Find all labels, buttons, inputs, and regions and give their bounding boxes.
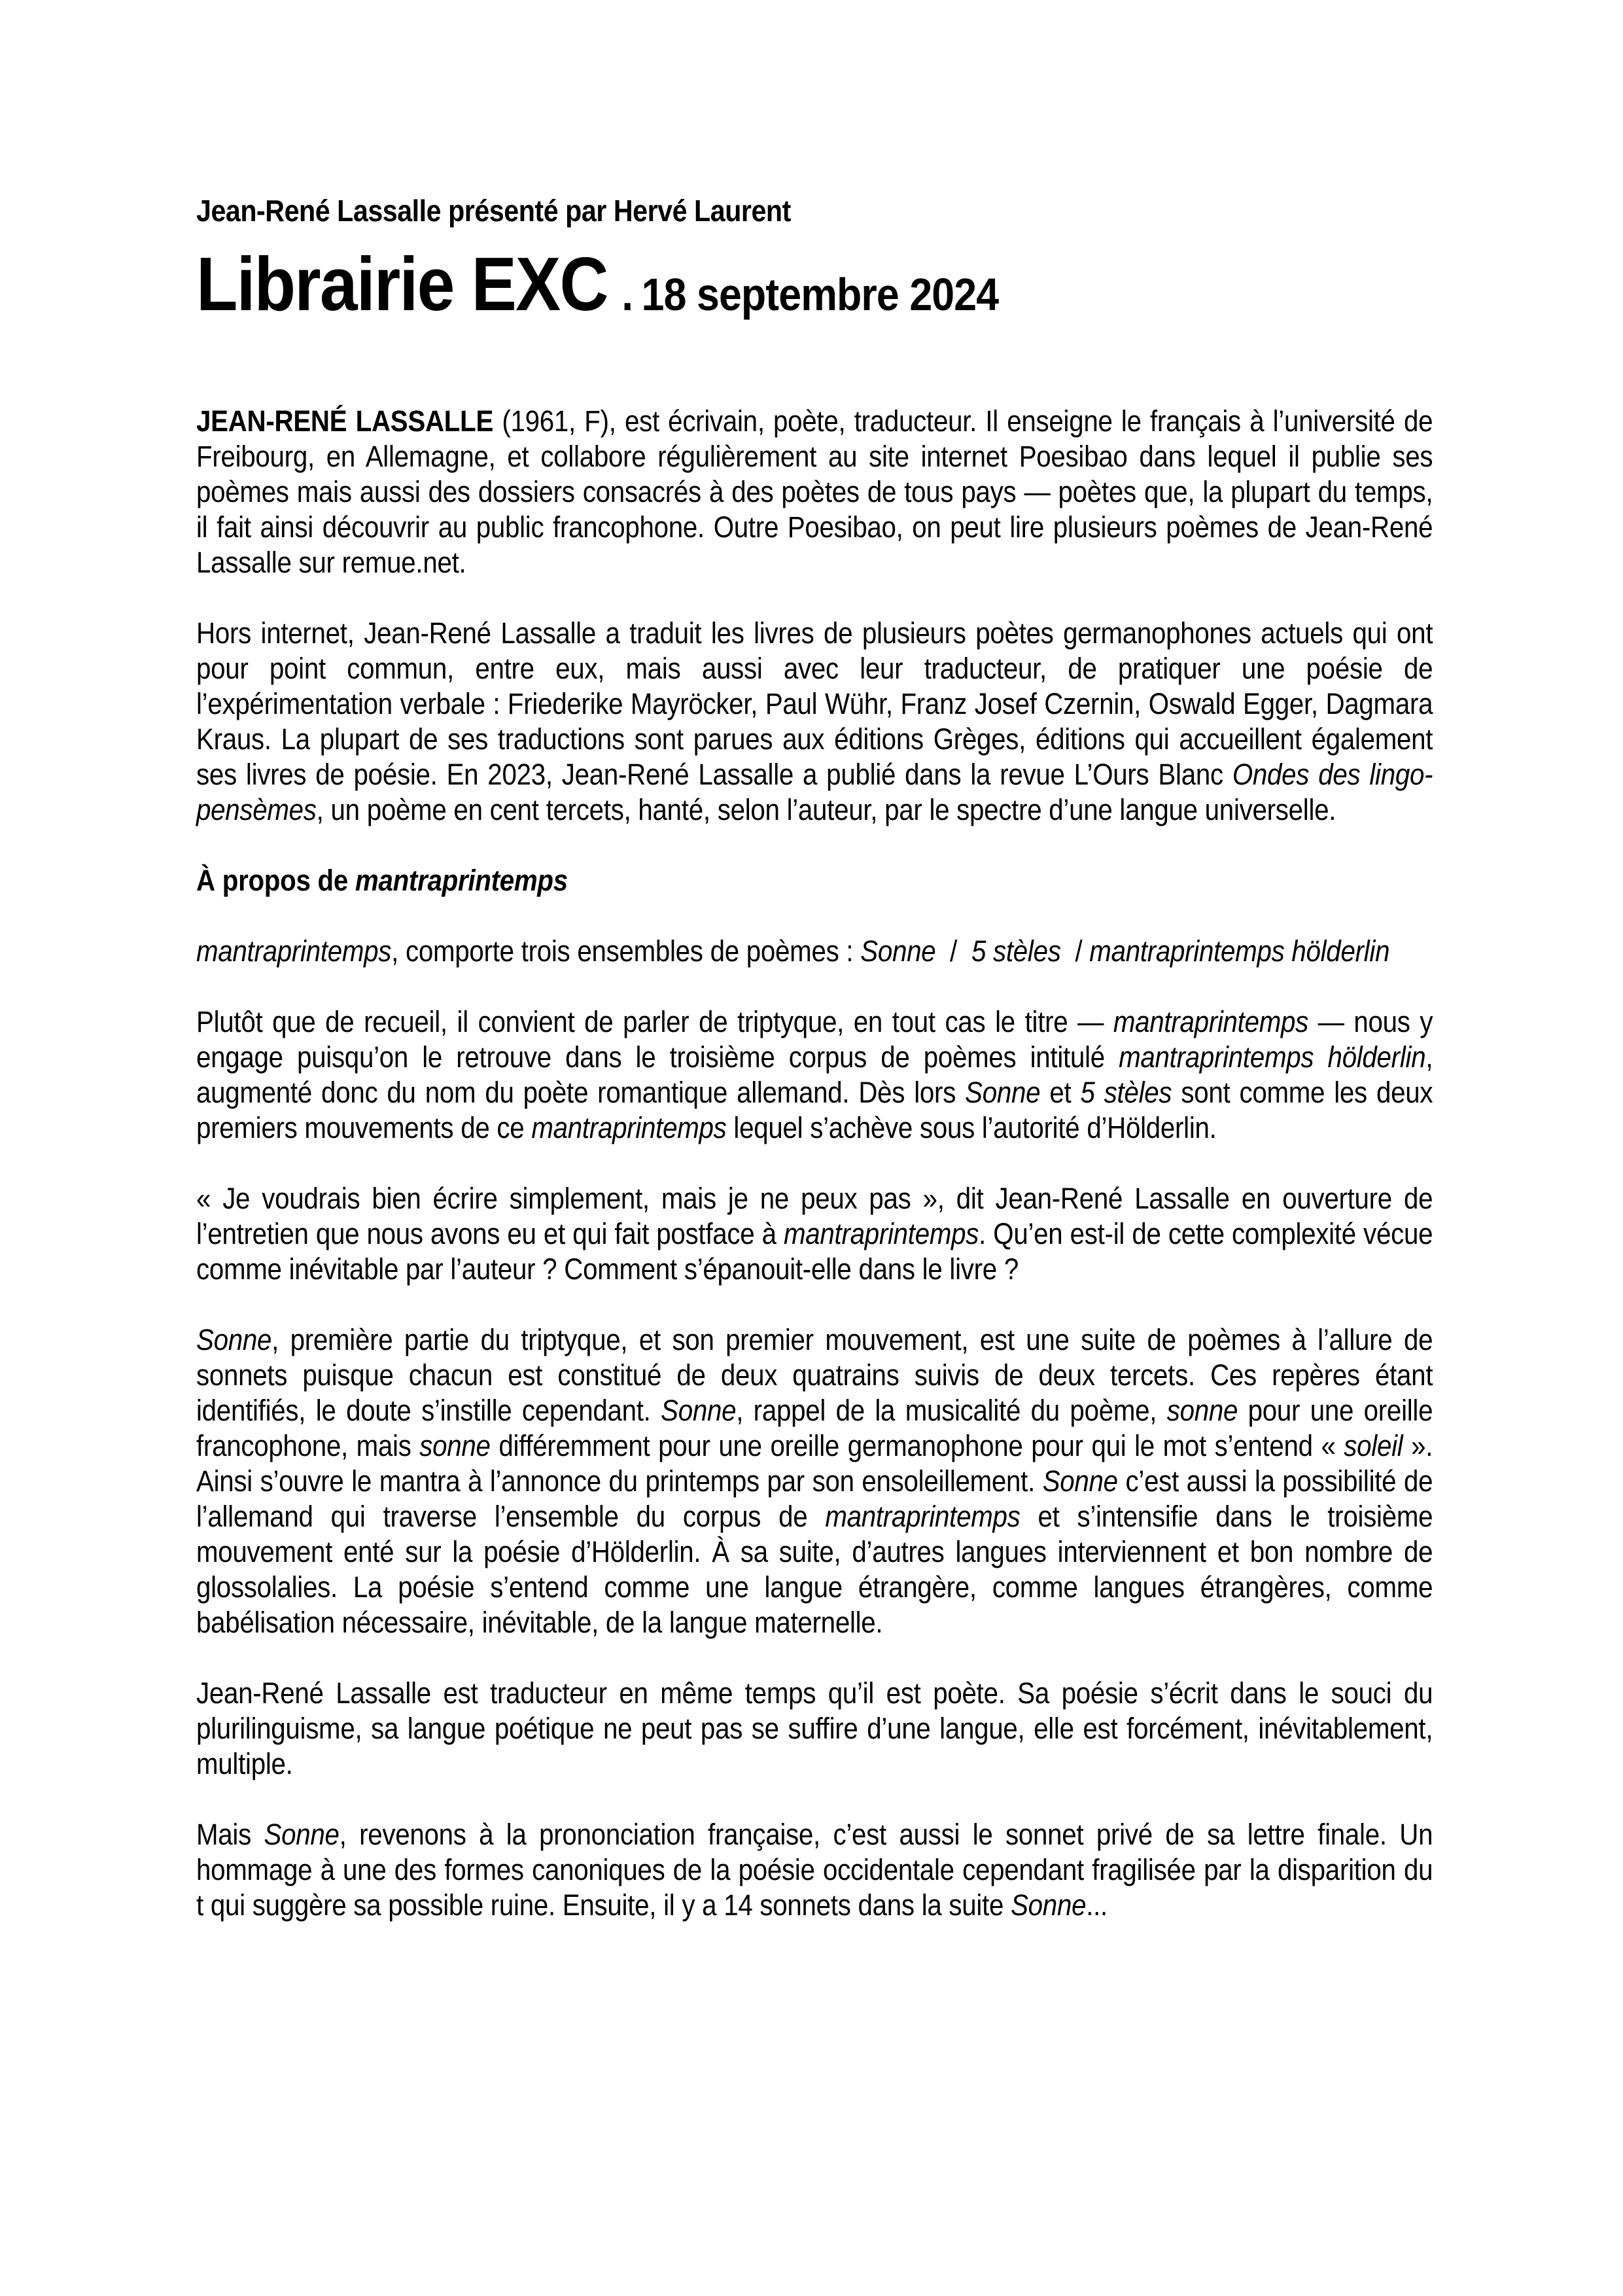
text-run: mantraprintemps xyxy=(355,864,568,897)
document-byline: Jean-René Lassalle présenté par Hervé Laurent xyxy=(196,194,791,228)
text-run: Sonne xyxy=(1042,1464,1118,1498)
text-run: / xyxy=(1060,934,1090,968)
text-run: Plutôt que de recueil, il convient de parler de triptyque, en tout cas le titre — xyxy=(196,1005,1113,1038)
text-run: « Je voudrais bien écrire simplement, mais je ne peux pas », dit Jean-René Lassalle en ouverture de l’entretien que nous avons eu et qui fait postface à xyxy=(196,1182,1433,1250)
text-run: Mais xyxy=(196,1818,264,1851)
paragraph xyxy=(196,404,1433,580)
text-run: sonne xyxy=(419,1429,491,1462)
text-run: Sonne xyxy=(196,1323,272,1356)
text-run: et s’intensifie dans le troisième mouvement enté sur la poésie d’Hölderlin. À sa suite, d’autres langues interviennent et bon nombre de glossolalies. La poésie s’entend comme une langue étrangère, comme langues étrangères, comme babélisation nécessaire, inévitable, de la langue maternelle. xyxy=(196,1500,1433,1639)
text-run: mantraprintemps xyxy=(1113,1005,1308,1038)
paragraph xyxy=(196,934,1433,969)
text-run: Sonne xyxy=(264,1818,340,1851)
paragraph xyxy=(196,1004,1433,1146)
paragraph xyxy=(196,1676,1433,1782)
article-body xyxy=(196,404,1433,1923)
text-run: . Qu’en est-il de cette complexité vécue comme inévitable par l’auteur ? Comment s’épanouit-elle dans le livre ? xyxy=(196,1217,1433,1286)
text-run: Ondes des lingo-pensèmes xyxy=(196,758,1433,826)
text-run: Sonne xyxy=(860,934,936,968)
title-date-separator: . xyxy=(621,268,634,321)
text-run: mantraprintemps xyxy=(196,934,392,968)
text-run: soleil xyxy=(1344,1429,1403,1462)
text-run: , augmenté donc du nom du poète romantique allemand. Dès lors xyxy=(196,1040,1433,1109)
text-run: sont comme les deux premiers mouvements de ce xyxy=(196,1076,1433,1144)
document-title: Librairie EXC xyxy=(196,241,608,327)
text-run: (1961, F), est écrivain, poète, traducteur. Il enseigne le français à l’université de Freibourg, en Allemagne, et collabore régulièrement au site internet Poesibao dans lequel il publie ses poèmes mais aussi des dossiers consacrés à des poètes de tous pays — poètes que, la plupart du temps, il fait ainsi découvrir au public francophone. Outre Poesibao, on peut lire plusieurs poèmes de Jean-René Lassalle sur remue.net. xyxy=(196,404,1433,579)
paragraph xyxy=(196,1817,1433,1923)
text-run: différemment pour une oreille germanophone pour qui le mot s’entend « xyxy=(490,1429,1344,1462)
paragraph xyxy=(196,1181,1433,1287)
document-content xyxy=(196,193,1433,1958)
text-run: Sonne xyxy=(1011,1888,1087,1922)
text-run: , un poème en cent tercets, hanté, selon l’auteur, par le spectre d’une langue universelle. xyxy=(316,793,1336,826)
text-run: mantraprintemps hölderlin xyxy=(1089,934,1390,968)
text-run: JEAN-RENÉ LASSALLE xyxy=(196,404,494,438)
text-run: ». Ainsi s’ouvre le mantra à l’annonce du printemps par son ensoleillement. xyxy=(196,1429,1433,1498)
text-run: , revenons à la prononciation française, c’est aussi le sonnet privé de sa lettre finale. Un hommage à une des formes canoniques de la poésie occidentale cependant fragilisée par la disparition du t qui suggère sa possible ruine. Ensuite, il y a 14 sonnets dans la suite xyxy=(196,1818,1433,1922)
text-run: Hors internet, Jean-René Lassalle a traduit les livres de plusieurs poètes germanophones actuels qui ont pour point commun, entre eux, mais aussi avec leur traducteur, de pratiquer une poésie de l’expérimentation verbale : Friederike Mayröcker, Paul Wühr, Franz Josef Czernin, Oswald Egger, Dagmara Kraus. La plupart de ses traductions sont parues aux éditions Grèges, éditions qui accueillent également ses livres de poésie. En 2023, Jean-René Lassalle a publié dans la revue L’Ours Blanc xyxy=(196,616,1433,791)
section-heading xyxy=(196,863,1433,898)
text-run: , rappel de la musicalité du poème, xyxy=(736,1394,1167,1427)
text-run: mantraprintemps xyxy=(531,1111,727,1144)
document-title-line xyxy=(196,241,1433,346)
text-run: 5 stèles xyxy=(971,934,1061,968)
text-run: et xyxy=(1040,1076,1081,1109)
text-run: Jean-René Lassalle est traducteur en même temps qu’il est poète. Sa poésie s’écrit dans le souci du plurilinguisme, sa langue poétique ne peut pas se suffire d’une langue, elle est forcément, inévitablement, multiple. xyxy=(196,1676,1433,1780)
text-run: ... xyxy=(1086,1888,1108,1922)
text-run: / xyxy=(935,934,971,968)
text-run: Sonne xyxy=(661,1394,737,1427)
text-run: — nous y engage puisqu’on le retrouve dans le troisième corpus de poèmes intitulé xyxy=(196,1005,1433,1074)
text-run: Sonne xyxy=(965,1076,1041,1109)
paragraph xyxy=(196,616,1433,828)
text-run: mantraprintemps xyxy=(783,1217,979,1250)
text-run: mantraprintemps hölderlin xyxy=(1119,1040,1426,1074)
paragraph xyxy=(196,1322,1433,1640)
text-run: sonne xyxy=(1166,1394,1238,1427)
text-run: lequel s’achève sous l’autorité d’Hölderlin. xyxy=(726,1111,1217,1144)
text-run: À propos de xyxy=(196,864,355,897)
text-run: 5 stèles xyxy=(1080,1076,1172,1109)
text-run: , comporte trois ensembles de poèmes : xyxy=(391,934,861,968)
text-run: mantraprintemps xyxy=(825,1500,1021,1533)
document-date: 18 septembre 2024 xyxy=(641,269,999,320)
text-run: c’est aussi la possibilité de l’allemand qui traverse l’ensemble du corpus de xyxy=(196,1464,1433,1533)
text-run: , première partie du triptyque, et son premier mouvement, est une suite de poèmes à l’allure de sonnets puisque chacun est constitué de deux quatrains suivis de deux tercets. Ces repères étant identifiés, le doute s’instille cependant. xyxy=(196,1323,1433,1427)
text-run: pour une oreille francophone, mais xyxy=(196,1394,1433,1462)
